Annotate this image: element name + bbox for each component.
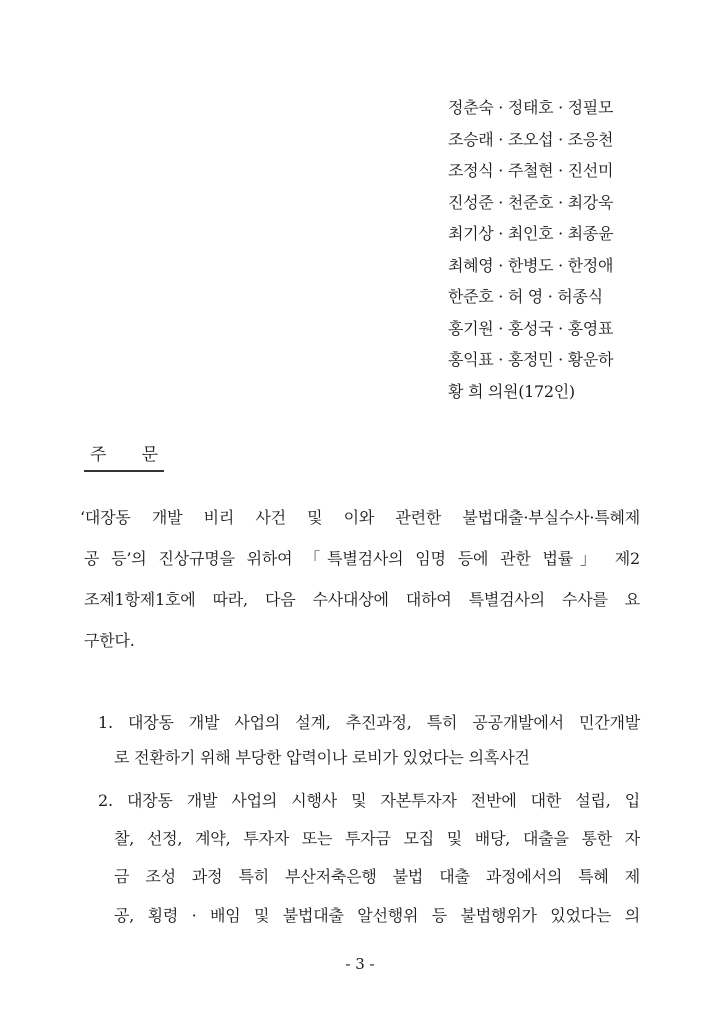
signatory-list bbox=[448, 92, 698, 407]
list-item-line: 찰, 선정, 계약, 투자자 또는 투자금 모집 및 배당, 대출을 통한 자 bbox=[114, 829, 640, 848]
list-item-line: 금 조성 과정 특히 부산저축은행 불법 대출 과정에서의 특혜 제 bbox=[114, 867, 640, 886]
page-number: - 3 - bbox=[345, 955, 375, 973]
signatory-line: 홍기원 · 홍성국 · 홍영표 bbox=[448, 318, 614, 338]
signatory-line: 조승래 · 조오섭 · 조응천 bbox=[448, 129, 614, 149]
signatory-line: 황 희 의원(172인) bbox=[448, 381, 575, 401]
intro-line: 구한다. bbox=[84, 631, 135, 650]
signatory-line: 최혜영 · 한병도 · 한정애 bbox=[448, 255, 614, 275]
intro-line: 공 등’의 진상규명을 위하여 「특별검사의 임명 등에 관한 법률」 제2 bbox=[84, 549, 640, 568]
section-heading bbox=[84, 440, 164, 472]
intro-line: 조제1항제1호에 따라, 다음 수사대상에 대하여 특별검사의 수사를 요 bbox=[84, 590, 640, 609]
intro-line: ‘대장동 개발 비리 사건 및 이와 관련한 불법대출·부실수사·특혜제 bbox=[80, 508, 640, 527]
list-item-line: 로 전환하기 위해 부당한 압력이나 로비가 있었다는 의혹사건 bbox=[114, 748, 530, 767]
signatory-line: 조정식 · 주철현 · 진선미 bbox=[448, 161, 614, 180]
signatory-line: 한준호 · 허 영 · 허종식 bbox=[448, 287, 603, 306]
list-item-line: 1. 대장동 개발 사업의 설계, 추진과정, 특히 공공개발에서 민간개발 bbox=[98, 713, 640, 732]
list-item-line: 공, 횡령 · 배임 및 불법대출 알선행위 등 불법행위가 있었다는 의 bbox=[114, 906, 640, 925]
signatory-line: 정춘숙 · 정태호 · 정필모 bbox=[448, 98, 614, 117]
section-heading-right: 문 bbox=[141, 445, 158, 465]
signatory-line: 홍익표 · 홍정민 · 황운하 bbox=[448, 350, 614, 369]
section-heading-left: 주 bbox=[90, 445, 107, 465]
list-item-line: 2. 대장동 개발 사업의 시행사 및 자본투자자 전반에 대한 설립, 입 bbox=[98, 791, 640, 810]
signatory-line: 최기상 · 최인호 · 최종윤 bbox=[448, 224, 614, 243]
signatory-line: 진성준 · 천준호 · 최강욱 bbox=[448, 192, 614, 212]
